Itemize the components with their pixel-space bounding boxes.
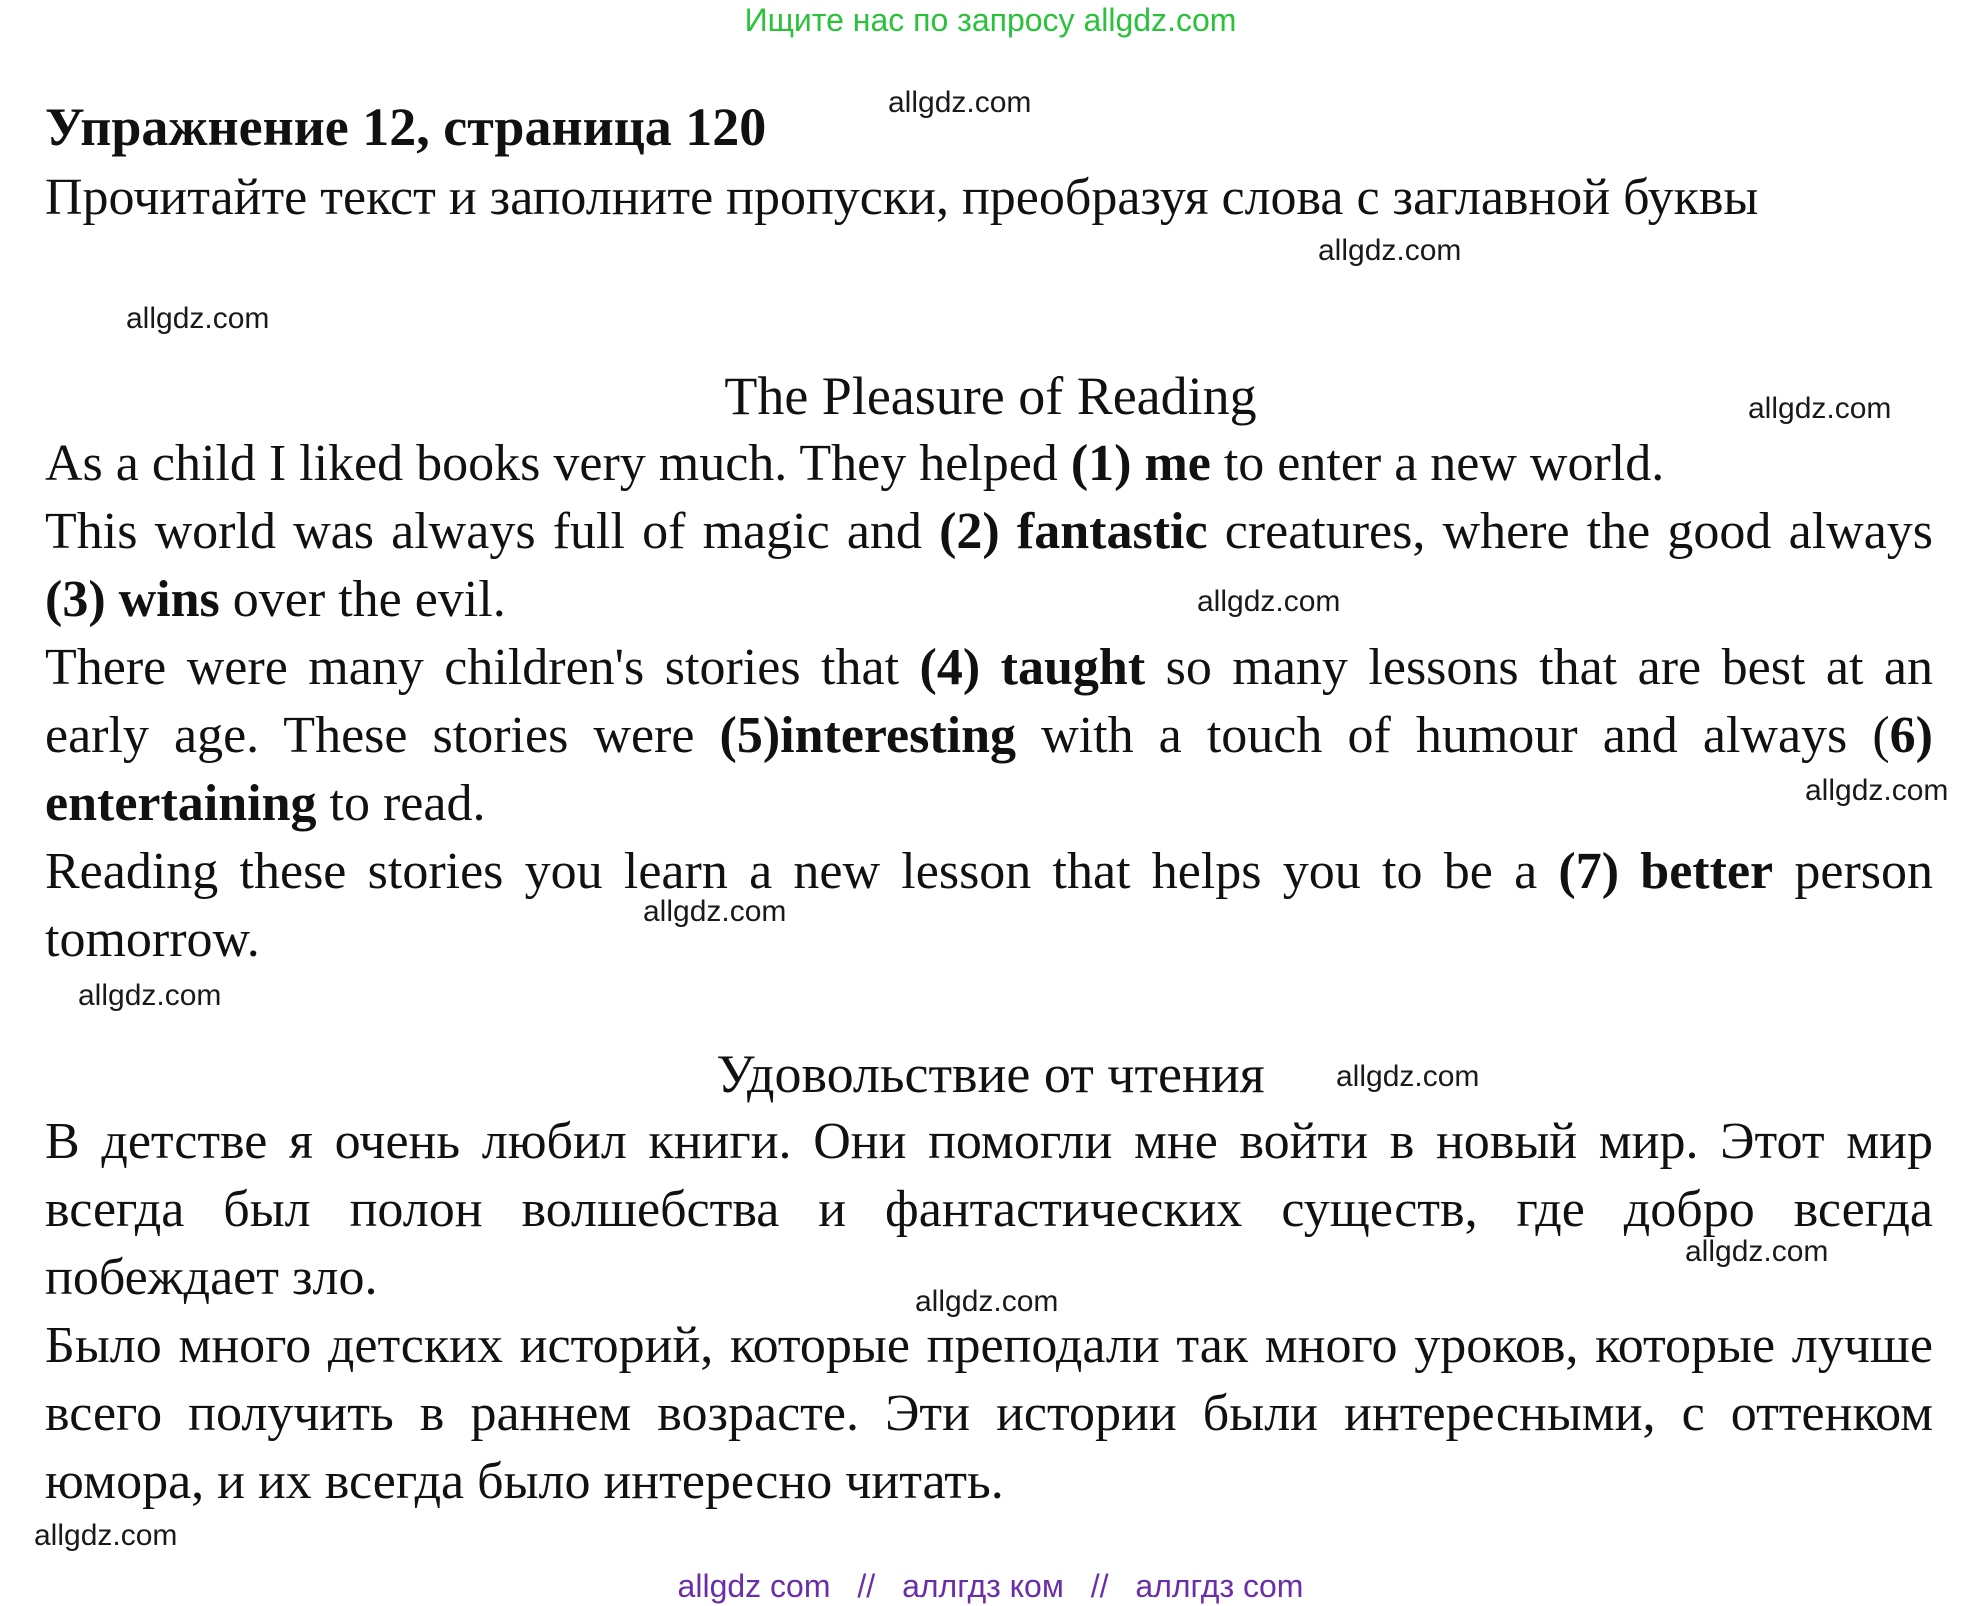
english-paragraph-3	[45, 634, 1933, 838]
text-segment: person tomorrow.	[45, 843, 1933, 968]
footer-link-1[interactable]: allgdz com	[677, 1568, 831, 1604]
watermark: allgdz.com	[34, 1519, 178, 1552]
english-paragraph-4	[45, 838, 1933, 974]
footer-separator: //	[1090, 1568, 1109, 1604]
answer-3: (3) wins	[45, 571, 220, 628]
text-segment: to enter a new world.	[1210, 435, 1665, 492]
text-segment: so many lessons that are best at an early age. These stories were	[45, 639, 1933, 764]
text-segment: As a child I liked books very much. They helped	[45, 435, 1071, 492]
watermark: allgdz.com	[1748, 392, 1892, 425]
watermark: allgdz.com	[1805, 774, 1949, 807]
watermark: allgdz.com	[915, 1285, 1059, 1318]
watermark: allgdz.com	[1685, 1235, 1829, 1268]
watermark: allgdz.com	[126, 302, 270, 335]
answer-5: (5)interesting	[719, 707, 1017, 764]
text-segment: Reading these stories you learn a new lesson that helps you to be a	[45, 843, 1559, 900]
watermark: allgdz.com	[1318, 234, 1462, 267]
footer	[0, 1568, 1981, 1605]
footer-link-3[interactable]: аллгдз com	[1135, 1568, 1304, 1604]
answer-6: 6) entertaining	[45, 707, 1933, 832]
footer-link-2[interactable]: аллгдз ком	[902, 1568, 1064, 1604]
text-segment: This world was always full of magic and	[45, 503, 940, 560]
text-segment: with a touch of humour and always (	[1016, 707, 1890, 764]
watermark: allgdz.com	[888, 86, 1032, 119]
watermark: allgdz.com	[1336, 1060, 1480, 1093]
answer-7: (7) better	[1558, 843, 1774, 900]
english-heading: The Pleasure of Reading	[724, 366, 1257, 426]
answer-2: (2) fantastic	[939, 503, 1208, 560]
footer-separator: //	[857, 1568, 876, 1604]
watermark: allgdz.com	[1197, 585, 1341, 618]
russian-paragraph-2: Было много детских историй, которые преподали так много уроков, которые лучше всего получить в раннем возрасте. Эти истории были интересными, с оттенком юмора, и их всегда было интересно читать.	[45, 1317, 1933, 1510]
text-segment: There were many children's stories that	[45, 639, 920, 696]
english-paragraph-1	[45, 430, 1933, 498]
answer-4: (4) taught	[919, 639, 1146, 696]
russian-paragraph-1: В детстве я очень любил книги. Они помогли мне войти в новый мир. Этот мир всегда был полон волшебства и фантастических существ, где добро всегда побеждает зло.	[45, 1113, 1933, 1306]
watermark: allgdz.com	[643, 895, 787, 928]
exercise-title: Упражнение 12, страница 120	[45, 97, 767, 157]
text-segment: over the evil.	[219, 571, 506, 628]
russian-heading: Удовольствие от чтения	[716, 1044, 1265, 1104]
answer-1: (1) me	[1070, 435, 1211, 492]
watermark: allgdz.com	[78, 979, 222, 1012]
text-segment: to read.	[316, 775, 486, 832]
instruction-text: Прочитайте текст и заполните пропуски, преобразуя слова с заглавной буквы	[45, 169, 1759, 226]
english-paragraph-2	[45, 498, 1933, 634]
top-banner: Ищите нас по запросу allgdz.com	[744, 2, 1237, 38]
text-segment: creatures, where the good always	[1207, 503, 1934, 560]
